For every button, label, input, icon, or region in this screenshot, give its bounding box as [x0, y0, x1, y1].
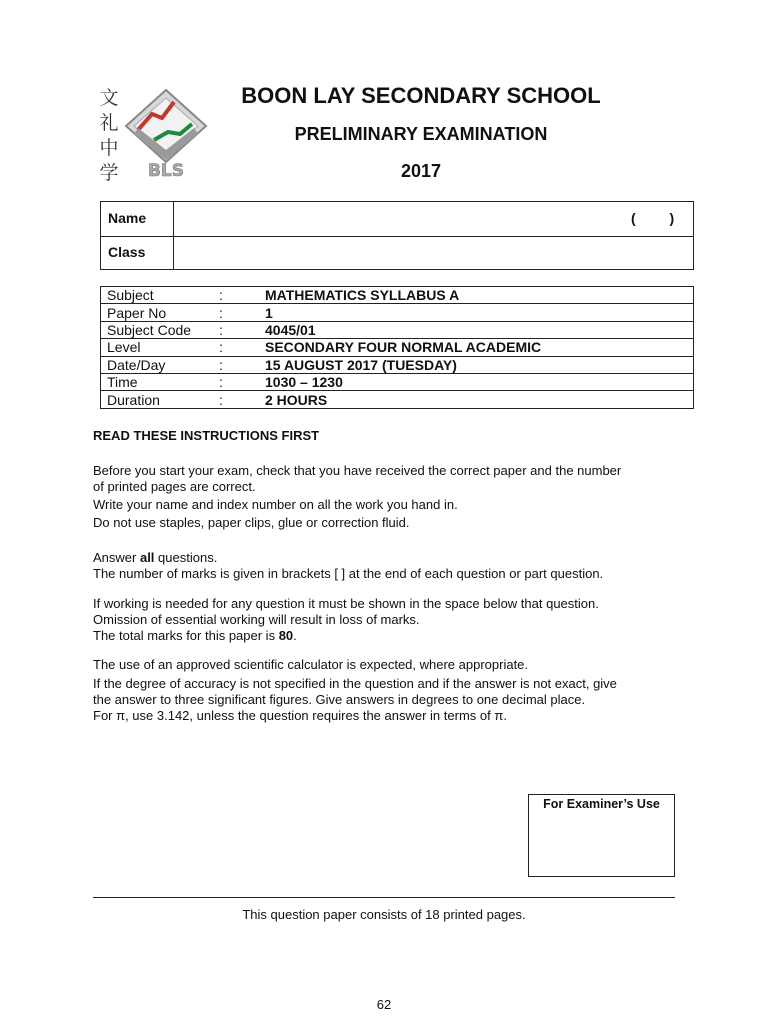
- exam-year: 2017: [400, 161, 442, 181]
- instruction-line: If working is needed for any question it must be shown in the space below that question.: [93, 596, 599, 611]
- detail-label: Subject: [101, 287, 220, 304]
- detail-value: 4045/01: [265, 321, 694, 338]
- instruction-line: of printed pages are correct.: [93, 479, 256, 494]
- detail-row-subject: [101, 287, 694, 304]
- detail-colon: :: [219, 287, 265, 304]
- class-row: [101, 236, 693, 270]
- paper-details-table: [100, 286, 694, 409]
- detail-value: MATHEMATICS SYLLABUS A: [265, 287, 694, 304]
- instruction-text: .: [293, 628, 297, 643]
- student-info-box: [100, 201, 694, 270]
- detail-label: Duration: [101, 391, 220, 408]
- detail-label: Paper No: [101, 304, 220, 321]
- page-number: 62: [376, 997, 392, 1012]
- detail-row-level: [101, 339, 694, 356]
- instruction-text: Answer: [93, 550, 140, 565]
- instruction-line: [93, 550, 683, 566]
- instructions-paragraph-2: [93, 550, 683, 582]
- instruction-line: the answer to three significant figures. Give answers in degrees to one decimal place.: [93, 692, 586, 707]
- instruction-line: The use of an approved scientific calculator is expected, where appropriate.: [93, 657, 529, 672]
- detail-colon: :: [219, 321, 265, 338]
- instruction-line: Do not use staples, paper clips, glue or correction fluid.: [93, 515, 410, 530]
- class-label: Class: [108, 244, 146, 260]
- instructions-paragraph-4: [93, 657, 683, 724]
- instruction-line: [93, 628, 683, 644]
- detail-value: SECONDARY FOUR NORMAL ACADEMIC: [265, 339, 694, 356]
- instruction-line: The number of marks is given in brackets [ ] at the end of each question or part question.: [93, 566, 604, 581]
- detail-row-date: [101, 356, 694, 373]
- detail-colon: :: [219, 391, 265, 408]
- chinese-char-4: 学: [99, 162, 119, 184]
- detail-label: Subject Code: [101, 321, 220, 338]
- detail-colon: :: [219, 356, 265, 373]
- instruction-text: questions.: [154, 550, 218, 565]
- detail-value: 15 AUGUST 2017 (TUESDAY): [265, 356, 694, 373]
- detail-value: 2 HOURS: [265, 391, 694, 408]
- chinese-char-3: 中: [99, 137, 119, 159]
- instruction-line: Omission of essential working will result in loss of marks.: [93, 612, 420, 627]
- detail-row-duration: [101, 391, 694, 408]
- detail-row-paper-no: [101, 304, 694, 321]
- name-row: [101, 202, 693, 237]
- examiner-use-box: [528, 794, 675, 877]
- examiner-use-label: For Examiner’s Use: [543, 797, 660, 811]
- detail-row-time: [101, 373, 694, 390]
- instruction-emphasis: all: [139, 550, 155, 565]
- chinese-char-2: 礼: [99, 112, 119, 134]
- detail-label: Level: [101, 339, 220, 356]
- name-label: Name: [108, 210, 147, 226]
- detail-label: Time: [101, 373, 220, 390]
- instruction-line: If the degree of accuracy is not specified in the question and if the answer is not exact, give: [93, 676, 617, 691]
- total-marks: 80: [278, 628, 294, 643]
- instructions-paragraph-3: [93, 596, 683, 644]
- instructions-paragraph-1: [93, 463, 683, 531]
- school-name: BOON LAY SECONDARY SCHOOL: [241, 83, 601, 108]
- footer-divider: [93, 897, 675, 898]
- logo-text: BLS: [147, 161, 185, 180]
- instruction-text: The total marks for this paper is: [93, 628, 279, 643]
- index-number-brackets: ( ): [631, 210, 675, 226]
- instruction-line: Write your name and index number on all the work you hand in.: [93, 497, 458, 512]
- detail-value: 1030 – 1230: [265, 373, 694, 390]
- detail-colon: :: [219, 304, 265, 321]
- page-count-note: This question paper consists of 18 printed pages.: [242, 907, 526, 922]
- detail-label: Date/Day: [101, 356, 220, 373]
- school-chinese-name: [98, 86, 120, 186]
- detail-value: 1: [265, 304, 694, 321]
- detail-row-subject-code: [101, 321, 694, 338]
- exam-title: PRELIMINARY EXAMINATION: [294, 124, 548, 144]
- detail-colon: :: [219, 339, 265, 356]
- instructions-heading: READ THESE INSTRUCTIONS FIRST: [93, 428, 320, 443]
- chinese-char-1: 文: [99, 87, 119, 109]
- instruction-line: Before you start your exam, check that you have received the correct paper and the number: [93, 463, 622, 478]
- detail-colon: :: [219, 373, 265, 390]
- instruction-line: For π, use 3.142, unless the question requires the answer in terms of π.: [93, 708, 507, 723]
